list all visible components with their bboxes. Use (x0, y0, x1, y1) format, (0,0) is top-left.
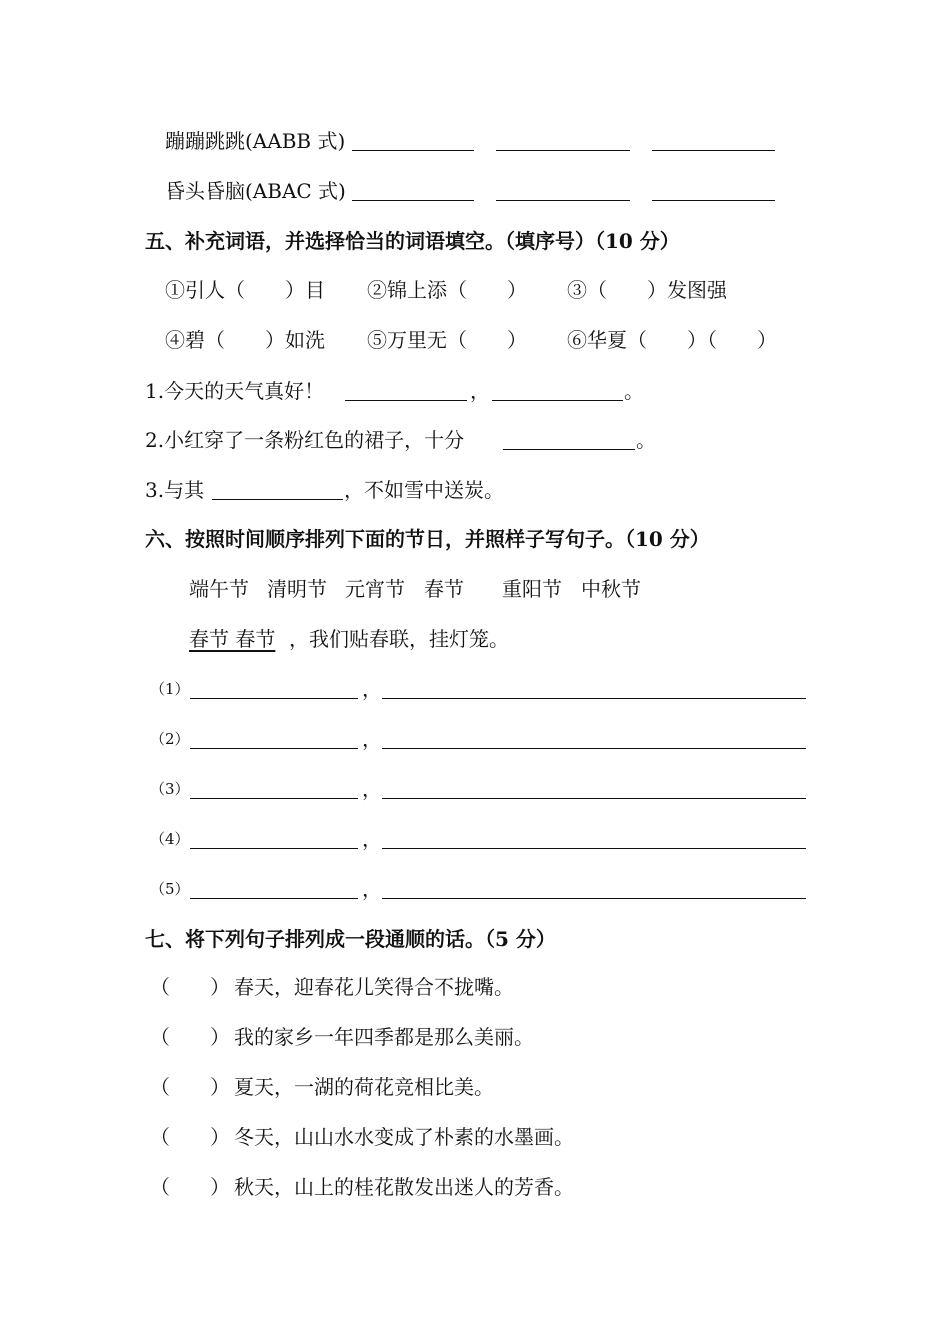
section5-q3 (0, 473, 950, 507)
festival-4: 春节 (424, 577, 464, 601)
festival-line-number: （3） (150, 780, 190, 798)
festival-6: 中秋节 (581, 577, 641, 601)
section5-q1 (0, 374, 950, 408)
festival-line-4 (0, 822, 950, 856)
festival-line-1-blank-short[interactable] (190, 698, 358, 699)
section5-heading-row (0, 224, 950, 258)
festival-line-comma: ， (362, 677, 382, 701)
q3-blank[interactable] (212, 499, 343, 500)
section5-items-row-2 (0, 323, 950, 357)
example-underlined: 春节 春节 (189, 627, 276, 651)
aabb-label: 蹦蹦跳跳(AABB 式) (165, 129, 346, 153)
festival-line-number: （5） (150, 880, 190, 898)
q1-end: 。 (624, 379, 644, 403)
q3-suffix: ，不如雪中送炭。 (344, 478, 504, 502)
example-rest: ，我们贴春联，挂灯笼。 (289, 627, 509, 651)
aabb-blank-2[interactable] (496, 150, 630, 151)
section5-items-row-1 (0, 273, 950, 307)
idiom-item-3: ③（ ）发图强 (567, 278, 727, 302)
order-row-1 (0, 970, 950, 1004)
q3-text: 3.与其 (145, 478, 205, 502)
festival-line-number: （4） (150, 830, 190, 848)
aabb-blank-3[interactable] (652, 150, 775, 151)
abac-label: 昏头昏脑(ABAC 式) (165, 179, 346, 203)
section5-heading: 五、补充词语，并选择恰当的词语填空。（填序号）（10 分） (145, 229, 680, 253)
festival-line-number: （2） (150, 730, 190, 748)
festival-line-5 (0, 872, 950, 906)
order-row-5 (0, 1170, 950, 1204)
idiom-item-5: ⑤万里无（ ） (367, 328, 527, 352)
idiom-item-4: ④碧（ ）如洗 (165, 328, 325, 352)
q1-blank-2[interactable] (492, 400, 623, 401)
festival-line-2-blank-long[interactable] (382, 748, 806, 749)
q1-blank-1[interactable] (345, 400, 467, 401)
section6-heading-row (0, 522, 950, 556)
festival-line-comma: ， (362, 777, 382, 801)
order-paren-5[interactable]: （ ） (150, 1175, 230, 1199)
festival-line-2-blank-short[interactable] (190, 748, 358, 749)
aabb-blank-1[interactable] (352, 150, 474, 151)
festival-line-3 (0, 772, 950, 806)
festival-5: 重阳节 (502, 577, 562, 601)
example-row (0, 622, 950, 656)
festival-line-3-blank-long[interactable] (382, 798, 806, 799)
abac-blank-3[interactable] (652, 200, 775, 201)
festival-line-5-blank-long[interactable] (382, 898, 806, 899)
festival-line-4-blank-short[interactable] (190, 848, 358, 849)
q1-comma: ， (470, 379, 490, 403)
section7-heading-row (0, 922, 950, 956)
order-sentence-5: 秋天，山上的桂花散发出迷人的芳香。 (234, 1175, 574, 1199)
order-sentence-1: 春天，迎春花儿笑得合不拢嘴。 (234, 975, 514, 999)
festival-line-number: （1） (150, 680, 190, 698)
festival-line-comma: ， (362, 877, 382, 901)
section5-q2 (0, 423, 950, 457)
abac-row (0, 174, 950, 208)
idiom-item-1: ①引人（ ）目 (165, 278, 325, 302)
order-sentence-3: 夏天，一湖的荷花竞相比美。 (234, 1075, 494, 1099)
order-row-4 (0, 1120, 950, 1154)
festival-3: 元宵节 (345, 577, 405, 601)
order-row-3 (0, 1070, 950, 1104)
aabb-row (0, 124, 950, 158)
order-paren-1[interactable]: （ ） (150, 975, 230, 999)
idiom-item-6: ⑥华夏（ ）（ ） (567, 328, 777, 352)
q2-end: 。 (636, 428, 656, 452)
festival-line-comma: ， (362, 727, 382, 751)
q2-blank[interactable] (503, 449, 635, 450)
q1-text: 1.今天的天气真好！ (145, 379, 325, 403)
festival-2: 清明节 (267, 577, 327, 601)
order-sentence-2: 我的家乡一年四季都是那么美丽。 (234, 1025, 534, 1049)
section7-heading: 七、将下列句子排列成一段通顺的话。（5 分） (145, 927, 556, 951)
idiom-item-2: ②锦上添（ ） (367, 278, 527, 302)
festival-line-3-blank-short[interactable] (190, 798, 358, 799)
festival-1: 端午节 (189, 577, 249, 601)
order-paren-4[interactable]: （ ） (150, 1125, 230, 1149)
order-row-2 (0, 1020, 950, 1054)
order-paren-3[interactable]: （ ） (150, 1075, 230, 1099)
festival-line-4-blank-long[interactable] (382, 848, 806, 849)
order-paren-2[interactable]: （ ） (150, 1025, 230, 1049)
section6-heading: 六、按照时间顺序排列下面的节日，并照样子写句子。（10 分） (145, 527, 710, 551)
q2-text: 2.小红穿了一条粉红色的裙子，十分 (145, 428, 465, 452)
abac-blank-1[interactable] (352, 200, 474, 201)
festival-line-1 (0, 672, 950, 706)
festival-line-2 (0, 722, 950, 756)
festivals-row (0, 572, 950, 606)
festival-line-1-blank-long[interactable] (382, 698, 806, 699)
abac-blank-2[interactable] (496, 200, 630, 201)
festival-line-5-blank-short[interactable] (190, 898, 358, 899)
order-sentence-4: 冬天，山山水水变成了朴素的水墨画。 (234, 1125, 574, 1149)
festival-line-comma: ， (362, 827, 382, 851)
